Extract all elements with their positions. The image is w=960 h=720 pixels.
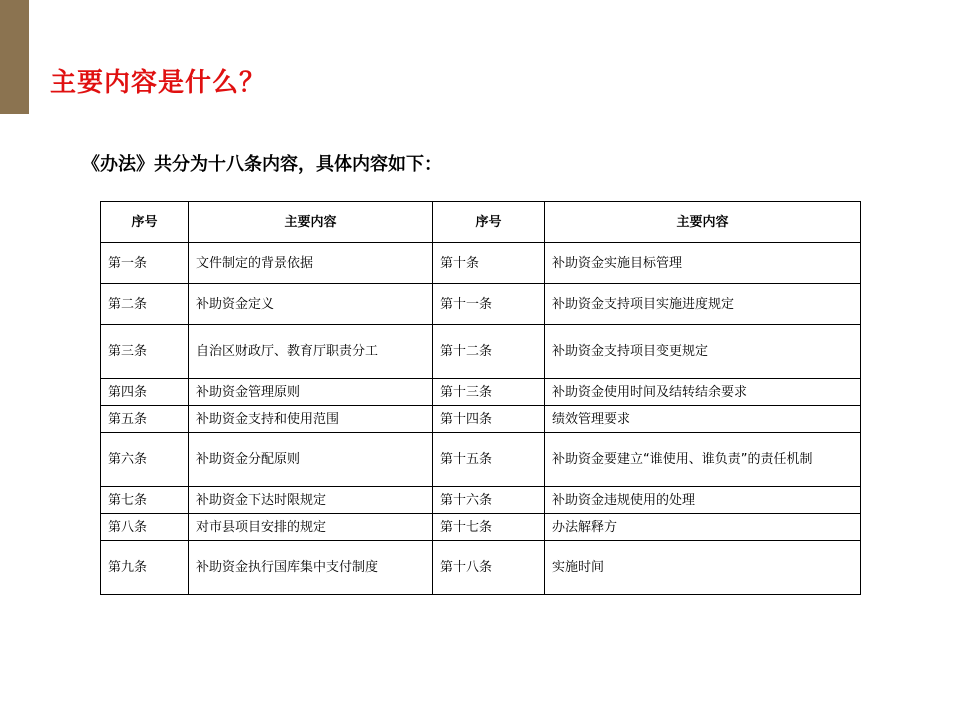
- table-row: [101, 379, 861, 406]
- article-content: 办法解释方: [545, 514, 861, 541]
- article-number: 第一条: [101, 243, 189, 284]
- page-subtitle: 《办法》共分为十八条内容，具体内容如下：: [82, 154, 442, 175]
- article-number: 第二条: [101, 284, 189, 325]
- article-number: 第四条: [101, 379, 189, 406]
- article-number: 第十六条: [433, 487, 545, 514]
- table-row: [101, 541, 861, 595]
- article-content: 自治区财政厅、教育厅职责分工: [189, 325, 433, 379]
- article-number: 第十七条: [433, 514, 545, 541]
- article-content: 实施时间: [545, 541, 861, 595]
- table-row: [101, 514, 861, 541]
- table-row: [101, 284, 861, 325]
- article-content: 补助资金支持项目实施进度规定: [545, 284, 861, 325]
- article-content: 补助资金下达时限规定: [189, 487, 433, 514]
- article-number: 第五条: [101, 406, 189, 433]
- article-content: 补助资金执行国库集中支付制度: [189, 541, 433, 595]
- article-number: 第九条: [101, 541, 189, 595]
- article-content: 文件制定的背景依据: [189, 243, 433, 284]
- article-number: 第十五条: [433, 433, 545, 487]
- accent-bar: [0, 0, 29, 114]
- header-content-1: 主要内容: [189, 202, 433, 243]
- table-row: [101, 406, 861, 433]
- article-number: 第六条: [101, 433, 189, 487]
- article-number: 第十条: [433, 243, 545, 284]
- article-number: 第十三条: [433, 379, 545, 406]
- article-content: 补助资金使用时间及结转结余要求: [545, 379, 861, 406]
- article-number: 第十一条: [433, 284, 545, 325]
- article-content: 补助资金要建立“谁使用、谁负责”的责任机制: [545, 433, 861, 487]
- article-content: 补助资金定义: [189, 284, 433, 325]
- article-content: 补助资金支持和使用范围: [189, 406, 433, 433]
- article-content: 补助资金实施目标管理: [545, 243, 861, 284]
- table-row: [101, 243, 861, 284]
- article-number: 第三条: [101, 325, 189, 379]
- table-row: [101, 325, 861, 379]
- article-number: 第十八条: [433, 541, 545, 595]
- table-row: [101, 487, 861, 514]
- article-number: 第十二条: [433, 325, 545, 379]
- table-header-row: [101, 202, 861, 243]
- article-content: 对市县项目安排的规定: [189, 514, 433, 541]
- article-content: 补助资金违规使用的处理: [545, 487, 861, 514]
- article-number: 第七条: [101, 487, 189, 514]
- article-content: 补助资金管理原则: [189, 379, 433, 406]
- header-content-2: 主要内容: [545, 202, 861, 243]
- article-content: 补助资金支持项目变更规定: [545, 325, 861, 379]
- page-title: 主要内容是什么？: [50, 68, 267, 98]
- header-number-1: 序号: [101, 202, 189, 243]
- table-row: [101, 433, 861, 487]
- article-number: 第十四条: [433, 406, 545, 433]
- article-number: 第八条: [101, 514, 189, 541]
- article-content: 补助资金分配原则: [189, 433, 433, 487]
- header-number-2: 序号: [433, 202, 545, 243]
- content-table: [100, 201, 861, 595]
- article-content: 绩效管理要求: [545, 406, 861, 433]
